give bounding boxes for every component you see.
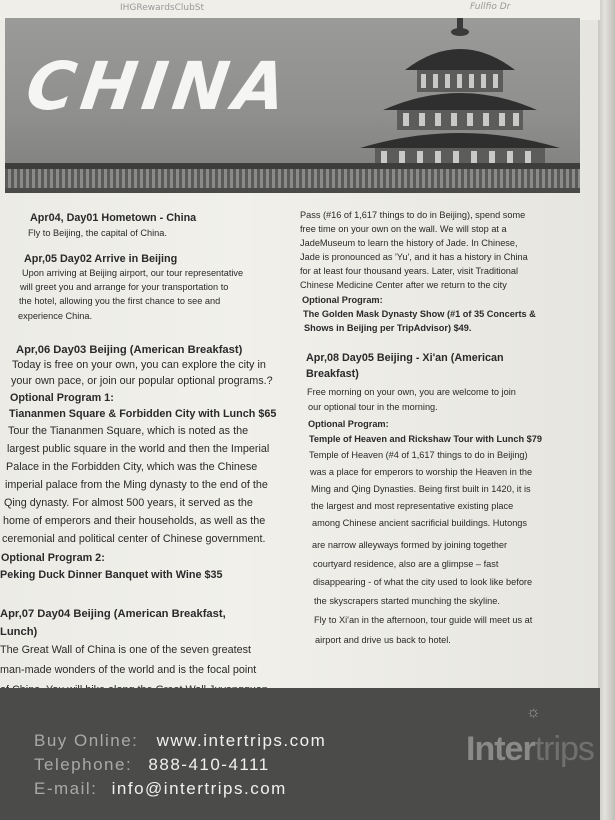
banner-title: CHINA (21, 48, 297, 125)
day5-optional-line: was a place for emperors to worship the Heaven in the (310, 467, 533, 477)
day5-optional-title: Temple of Heaven and Rickshaw Tour with Lunch $79 (309, 434, 542, 444)
day5-heading: Apr,08 Day05 Beijing - Xi'an (American (306, 352, 504, 364)
day4-continued-line: for at least four thousand years. Later, visit Traditional (300, 266, 519, 276)
day5-optional-line: disappearing - of what the city used to look like before (313, 577, 533, 587)
day3-optional-2-heading: Optional Program 2: (1, 552, 105, 564)
day5-intro-line: our optional tour in the morning. (308, 402, 438, 412)
day2-body-line: the hotel, allowing you the first chance to see and (19, 296, 221, 306)
top-strip-handwriting: Fullfio Dr (470, 2, 511, 12)
day5-intro-line: Free morning on your own, you are welcome to join (307, 387, 516, 397)
day4-optional-heading: Optional Program: (302, 295, 383, 305)
sun-logo-icon: ☼ (526, 704, 541, 721)
day3-optional-1-line: Tour the Tiananmen Square, which is noted as the (8, 425, 249, 437)
day3-optional-1-title: Tiananmen Square & Forbidden City with Lunch $65 (9, 408, 277, 420)
day3-heading: Apr,06 Day03 Beijing (American Breakfast) (16, 344, 243, 356)
day3-optional-1-line: largest public square in the world and then the Imperial (7, 443, 270, 455)
buy-online-label: Buy Online: (34, 731, 139, 750)
banner-decorative-band (5, 163, 580, 193)
day1-body-line: Fly to Beijing, the capital of China. (28, 228, 167, 238)
day3-intro-line: your own pace, or join our popular optional programs.? (11, 375, 273, 387)
email-row (34, 779, 287, 799)
buy-online-row (34, 731, 326, 751)
day5-optional-heading: Optional Program: (308, 419, 389, 429)
day4-heading: Apr,07 Day04 Beijing (American Breakfast, (0, 608, 226, 620)
day5-optional-line: among Chinese ancient sacrificial buildings. Hutongs (312, 518, 528, 528)
day2-body-line: experience China. (18, 311, 93, 321)
day3-optional-1-heading: Optional Program 1: (10, 392, 114, 404)
day5-optional-line: courtyard residence, also are a glimpse – fast (313, 559, 499, 569)
telephone-label: Telephone: (34, 755, 133, 774)
day3-intro-line: Today is free on your own, you can explore the city in (12, 359, 266, 371)
china-banner (5, 18, 580, 193)
page-edge (598, 0, 615, 820)
day5-heading: Breakfast) (306, 368, 359, 380)
day5-optional-line: Fly to Xi'an in the afternoon, tour guide will meet us at (314, 615, 533, 625)
email-link[interactable]: info@intertrips.com (111, 779, 287, 798)
day3-optional-1-line: ceremonial and political center of Chinese government. (2, 533, 266, 545)
website-link[interactable]: www.intertrips.com (156, 731, 327, 750)
day5-optional-line: the skyscrapers started munching the skyline. (314, 596, 500, 606)
day2-heading: Apr,05 Day02 Arrive in Beijing (24, 253, 178, 265)
day4-heading: Lunch) (0, 626, 38, 638)
day5-optional-line: Ming and Qing Dynasties. Being first built in 1420, it is (311, 484, 531, 494)
day2-body-line: will greet you and arrange for your transportation to (20, 282, 229, 292)
temple-of-heaven-pagoda-icon (355, 18, 570, 168)
day3-optional-1-line: home of emperors and their households, as well as the (3, 515, 266, 527)
day4-body-line: The Great Wall of China is one of the seven greatest (0, 644, 252, 656)
day4-continued-line: free time on your own on the wall. We will stop at a (300, 224, 507, 234)
day2-body-line: Upon arriving at Beijing airport, our tour representative (22, 268, 244, 278)
day5-optional-line: airport and drive us back to hotel. (315, 635, 451, 645)
intertrips-logo (466, 730, 594, 769)
day5-optional-line: are narrow alleyways formed by joining together (312, 540, 508, 550)
day4-continued-line: Chinese Medicine Center after we return to the city (300, 280, 507, 290)
logo-text-tail: trips (534, 730, 594, 768)
day5-optional-line: the largest and most representative existing place (311, 501, 514, 511)
top-strip (0, 0, 600, 20)
logo-text-main: Inter (466, 730, 535, 768)
day4-continued-line: JadeMuseum to learn the history of Jade. In Chinese, (300, 238, 518, 248)
day3-optional-1-line: Qing dynasty. For almost 500 years, it served as the (4, 497, 253, 509)
telephone-row (34, 755, 270, 775)
top-strip-left-text: IHGRewardsClubSt (120, 3, 205, 13)
telephone-number[interactable]: 888-410-4111 (148, 755, 270, 774)
day4-body-line: man-made wonders of the world and is the focal point (0, 664, 257, 676)
day5-optional-line: Temple of Heaven (#4 of 1,617 things to do in Beijing) (309, 450, 528, 460)
day4-continued-line: Jade is pronounced as 'Yu', and it has a history in China (300, 252, 528, 262)
day1-heading: Apr04, Day01 Hometown - China (30, 212, 197, 224)
email-label: E-mail: (34, 779, 98, 798)
day4-optional-title: The Golden Mask Dynasty Show (#1 of 35 Concerts & (303, 309, 536, 319)
day3-optional-1-line: Palace in the Forbidden City, which was the Chinese (6, 461, 258, 473)
day3-optional-1-line: imperial palace from the Ming dynasty to the end of the (5, 479, 268, 491)
day4-optional-title: Shows in Beijing per TripAdvisor) $49. (304, 323, 472, 333)
day4-continued-line: Pass (#16 of 1,617 things to do in Beijing), spend some (300, 210, 526, 220)
day3-optional-2-title: Peking Duck Dinner Banquet with Wine $35 (0, 569, 223, 581)
